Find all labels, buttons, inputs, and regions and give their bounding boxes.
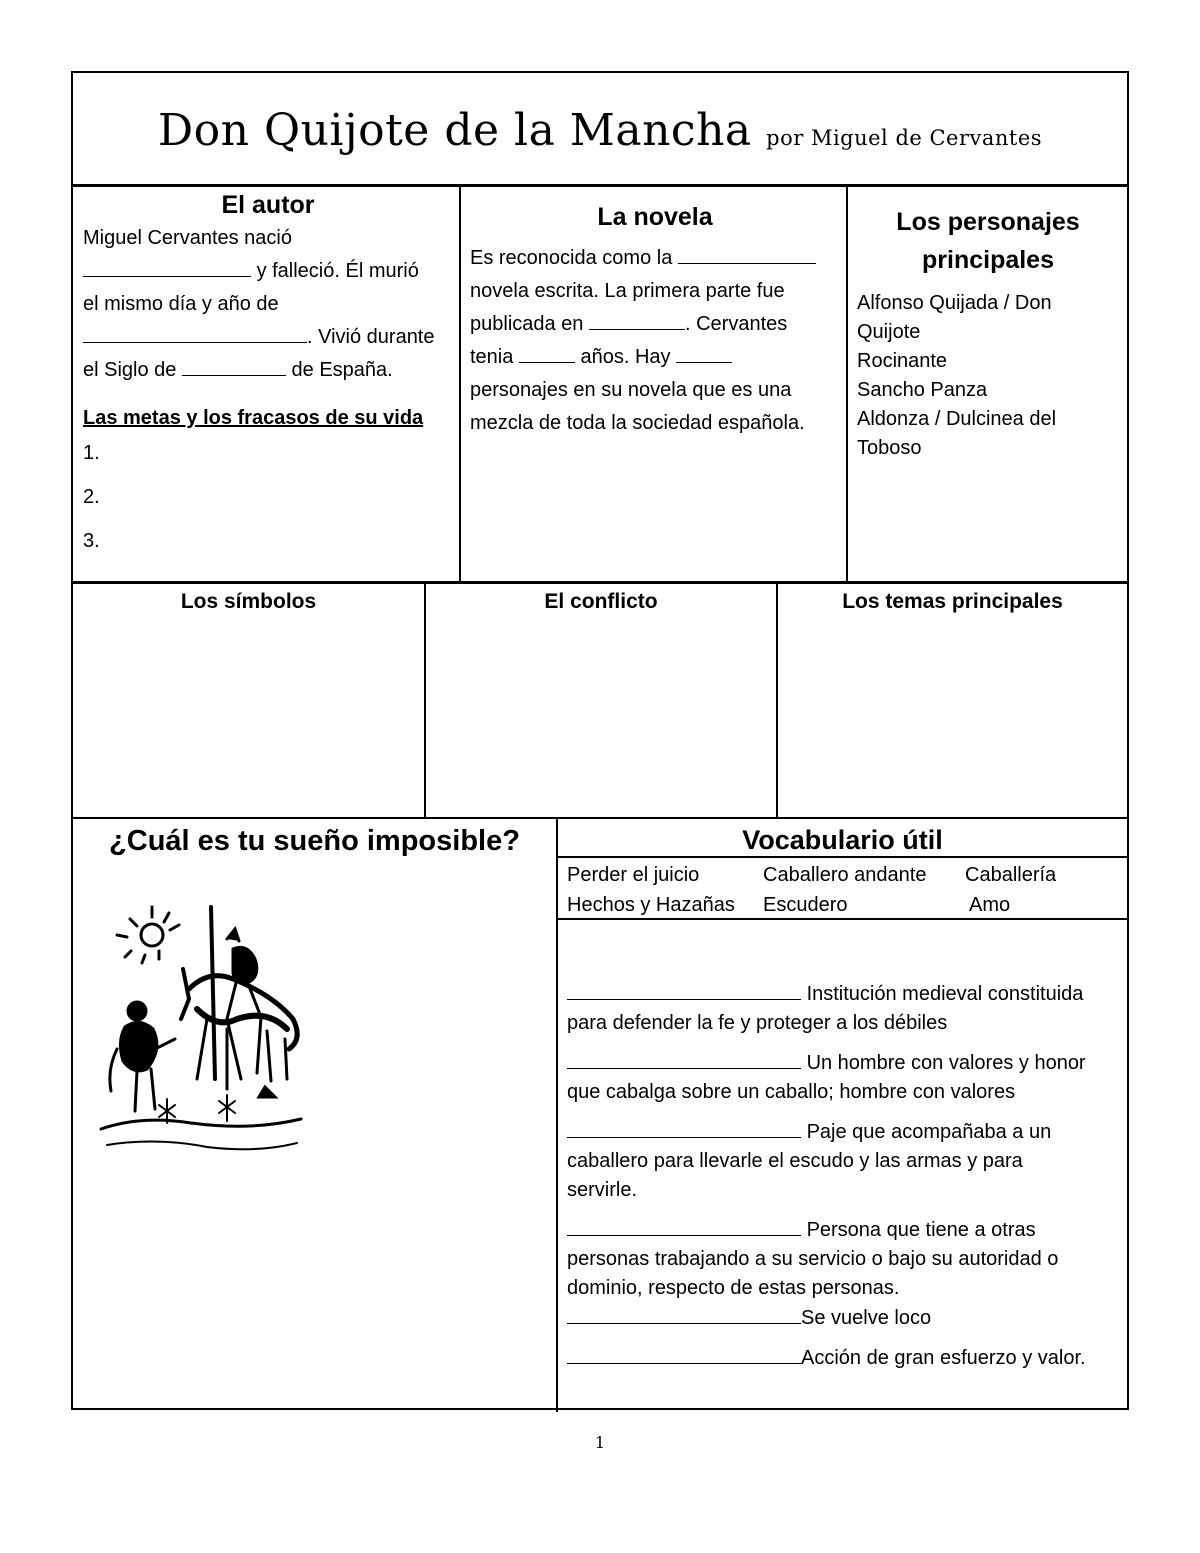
list-item: 2.	[83, 486, 100, 508]
conflicto-heading: El conflicto	[544, 590, 658, 613]
temas-heading: Los temas principales	[842, 590, 1063, 613]
page-title	[73, 105, 1127, 156]
vocab-word: Caballero andante	[763, 864, 927, 886]
definition-text: caballero para llevarle el escudo y las armas y para	[567, 1150, 1023, 1172]
fill-blank[interactable]	[519, 342, 575, 363]
novela-line: publicada en	[470, 313, 584, 335]
worksheet-frame	[71, 71, 1129, 1410]
title-main: Don Quijote de la Mancha	[157, 105, 752, 156]
vocab-heading: Vocabulario útil	[742, 825, 943, 855]
fill-blank[interactable]	[567, 979, 801, 1000]
simbolos-heading: Los símbolos	[180, 590, 317, 613]
novela-heading: La novela	[597, 203, 713, 231]
fill-blank[interactable]	[567, 1303, 801, 1324]
definition-text: Acción de gran esfuerzo y valor.	[801, 1347, 1086, 1369]
definition-text: que cabalga sobre un caballo; hombre con valores	[567, 1081, 1016, 1103]
novela-section	[470, 203, 840, 440]
novela-line: años. Hay	[580, 346, 671, 368]
fill-blank[interactable]	[567, 1048, 801, 1069]
fill-blank[interactable]	[589, 309, 685, 330]
sueno-heading: ¿Cuál es tu sueño imposible?	[109, 825, 520, 857]
definition-item	[567, 979, 1122, 1038]
autor-line: . Vivió durante	[307, 326, 435, 348]
autor-line: el Siglo de	[83, 359, 177, 381]
list-item: Sancho Panza	[857, 379, 988, 401]
list-item: Alfonso Quijada / Don	[857, 292, 1052, 314]
personajes-section	[857, 203, 1119, 463]
divider	[776, 582, 778, 818]
divider	[424, 582, 426, 818]
list-item: 3.	[83, 530, 100, 552]
list-item: Quijote	[857, 321, 921, 343]
fill-blank[interactable]	[567, 1117, 801, 1138]
definition-text: Institución medieval constituida	[806, 983, 1084, 1005]
don-quixote-sketch-image	[97, 899, 307, 1165]
page-number: 1	[594, 1433, 606, 1452]
list-item: Toboso	[857, 437, 922, 459]
autor-heading: El autor	[221, 191, 315, 219]
vocab-word: Perder el juicio	[567, 864, 700, 886]
autor-section	[83, 191, 453, 568]
autor-line: de España.	[291, 359, 393, 381]
definition-item	[567, 1343, 1122, 1373]
definition-item	[567, 1048, 1122, 1107]
fill-blank[interactable]	[83, 256, 251, 277]
definition-text: Persona que tiene a otras	[806, 1219, 1036, 1241]
definition-text: servirle.	[567, 1179, 638, 1201]
fill-blank[interactable]	[678, 243, 816, 264]
divider	[846, 187, 848, 582]
list-item: Rocinante	[857, 350, 948, 372]
vocab-word: Amo	[969, 894, 1011, 916]
fill-blank[interactable]	[676, 342, 732, 363]
definition-text: Un hombre con valores y honor	[806, 1052, 1086, 1074]
divider	[459, 187, 461, 582]
definition-text: Paje que acompañaba a un	[806, 1121, 1052, 1143]
personajes-heading: Los personajes	[896, 208, 1080, 236]
autor-line: el mismo día y año de	[83, 293, 279, 315]
vocab-word: Hechos y Hazañas	[567, 894, 735, 916]
vocab-word: Caballería	[965, 864, 1057, 886]
definition-item	[567, 1303, 1122, 1333]
novela-line: Es reconocida como la	[470, 247, 673, 269]
vocab-definitions	[567, 979, 1122, 1383]
fill-blank[interactable]	[182, 355, 286, 376]
personajes-heading: principales	[922, 246, 1054, 274]
metas-heading: Las metas y los fracasos de su vida	[83, 407, 424, 429]
definition-item	[567, 1117, 1122, 1205]
list-item: Aldonza / Dulcinea del	[857, 408, 1057, 430]
definition-text: personas trabajando a su servicio o bajo su autoridad o	[567, 1248, 1059, 1270]
fill-blank[interactable]	[567, 1343, 801, 1364]
divider	[556, 818, 558, 1412]
novela-line: . Cervantes	[685, 313, 788, 335]
title-box	[73, 73, 1127, 187]
fill-blank[interactable]	[567, 1215, 801, 1236]
vocab-word: Escudero	[763, 894, 848, 916]
novela-line: novela escrita. La primera parte fue	[470, 280, 785, 302]
divider	[558, 856, 1127, 858]
novela-line: personajes en su novela que es una	[470, 379, 792, 401]
definition-text: dominio, respecto de estas personas.	[567, 1277, 900, 1299]
novela-line: tenia	[470, 346, 514, 368]
title-subtitle: por Miguel de Cervantes	[766, 126, 1043, 150]
divider	[73, 817, 1127, 819]
definition-text: Se vuelve loco	[801, 1307, 932, 1329]
fill-blank[interactable]	[83, 322, 307, 343]
definition-text: para defender la fe y proteger a los débiles	[567, 1012, 948, 1034]
novela-line: mezcla de toda la sociedad española.	[470, 412, 805, 434]
autor-line: y falleció. Él murió	[256, 260, 419, 282]
list-item: 1.	[83, 442, 100, 464]
definition-item	[567, 1215, 1122, 1303]
autor-line: Miguel Cervantes nació	[83, 227, 292, 249]
divider	[73, 581, 1127, 584]
